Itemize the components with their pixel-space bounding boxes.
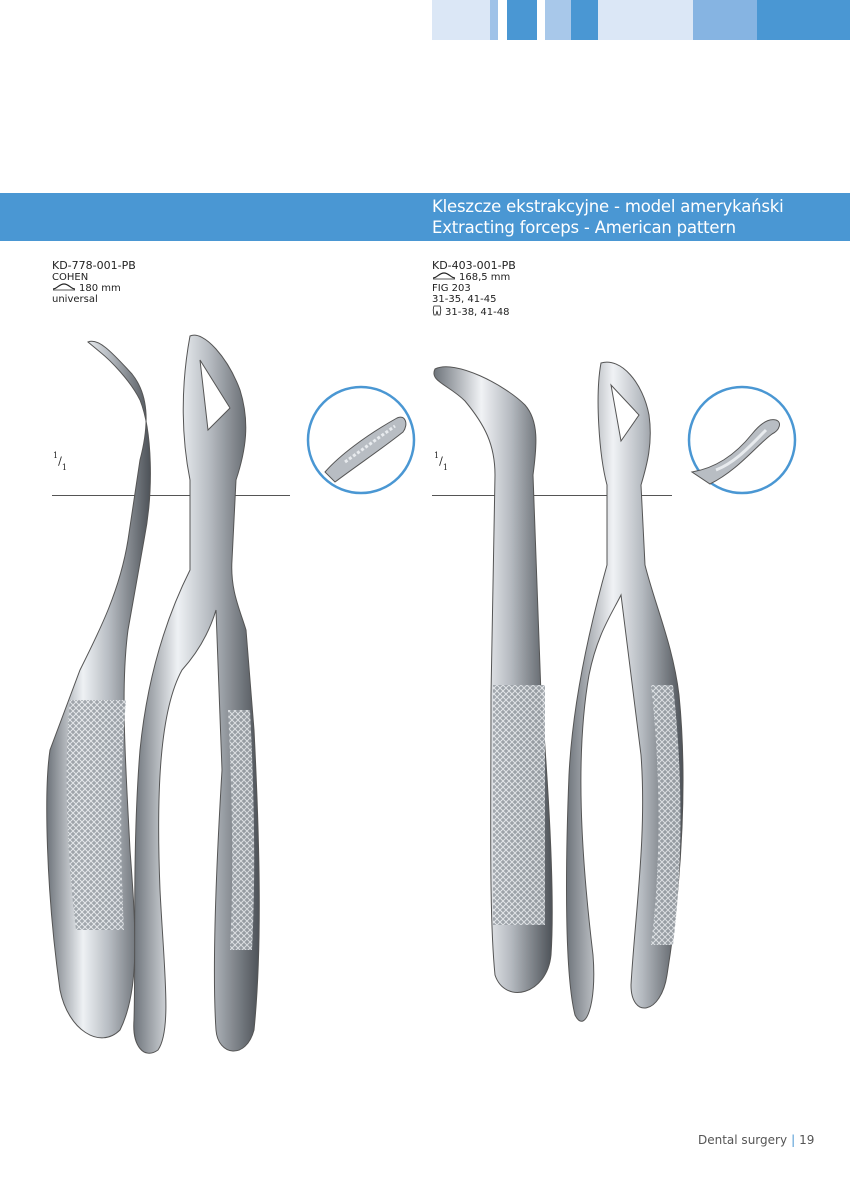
product-length: 180 mm (79, 283, 121, 294)
forceps-front-view (567, 362, 683, 1021)
forceps-image-2 (425, 355, 695, 1055)
forceps-length-icon (432, 272, 456, 283)
product-name: COHEN (52, 272, 89, 283)
teeth-alt-row (432, 305, 516, 319)
top-color-strip (0, 0, 850, 40)
forceps-side-view (434, 367, 552, 993)
footer-separator: | (791, 1133, 796, 1147)
forceps-front-view (134, 335, 259, 1053)
product-code: KD-778-001-PB (52, 259, 136, 272)
banner-title (432, 196, 784, 238)
product-teeth: 31-35, 41-45 (432, 294, 497, 305)
product-fig: FIG 203 (432, 283, 471, 294)
detail-circle-2 (686, 384, 798, 496)
page-number: 19 (799, 1133, 815, 1147)
title-polish: Kleszcze ekstrakcyjne - model amerykański (432, 197, 784, 216)
tooth-icon (432, 305, 442, 319)
product-teeth-alt: 31-38, 41-48 (445, 306, 510, 318)
product-length: 168,5 mm (459, 272, 511, 283)
product-code: KD-403-001-PB (432, 259, 516, 272)
product-spec-1 (52, 259, 136, 305)
product-spec-2 (432, 259, 516, 319)
length-row (52, 283, 136, 294)
forceps-length-icon (52, 283, 76, 294)
detail-circle-1 (305, 384, 417, 496)
scale-label-2: $^1/_1$ (434, 451, 448, 472)
page-footer (698, 1133, 814, 1147)
length-row (432, 272, 516, 283)
forceps-image-1 (40, 330, 300, 1060)
product-application: universal (52, 294, 98, 305)
section-name: Dental surgery (698, 1133, 788, 1147)
scale-label-1: $^1/_1$ (53, 451, 67, 472)
title-english: Extracting forceps - American pattern (432, 218, 736, 237)
